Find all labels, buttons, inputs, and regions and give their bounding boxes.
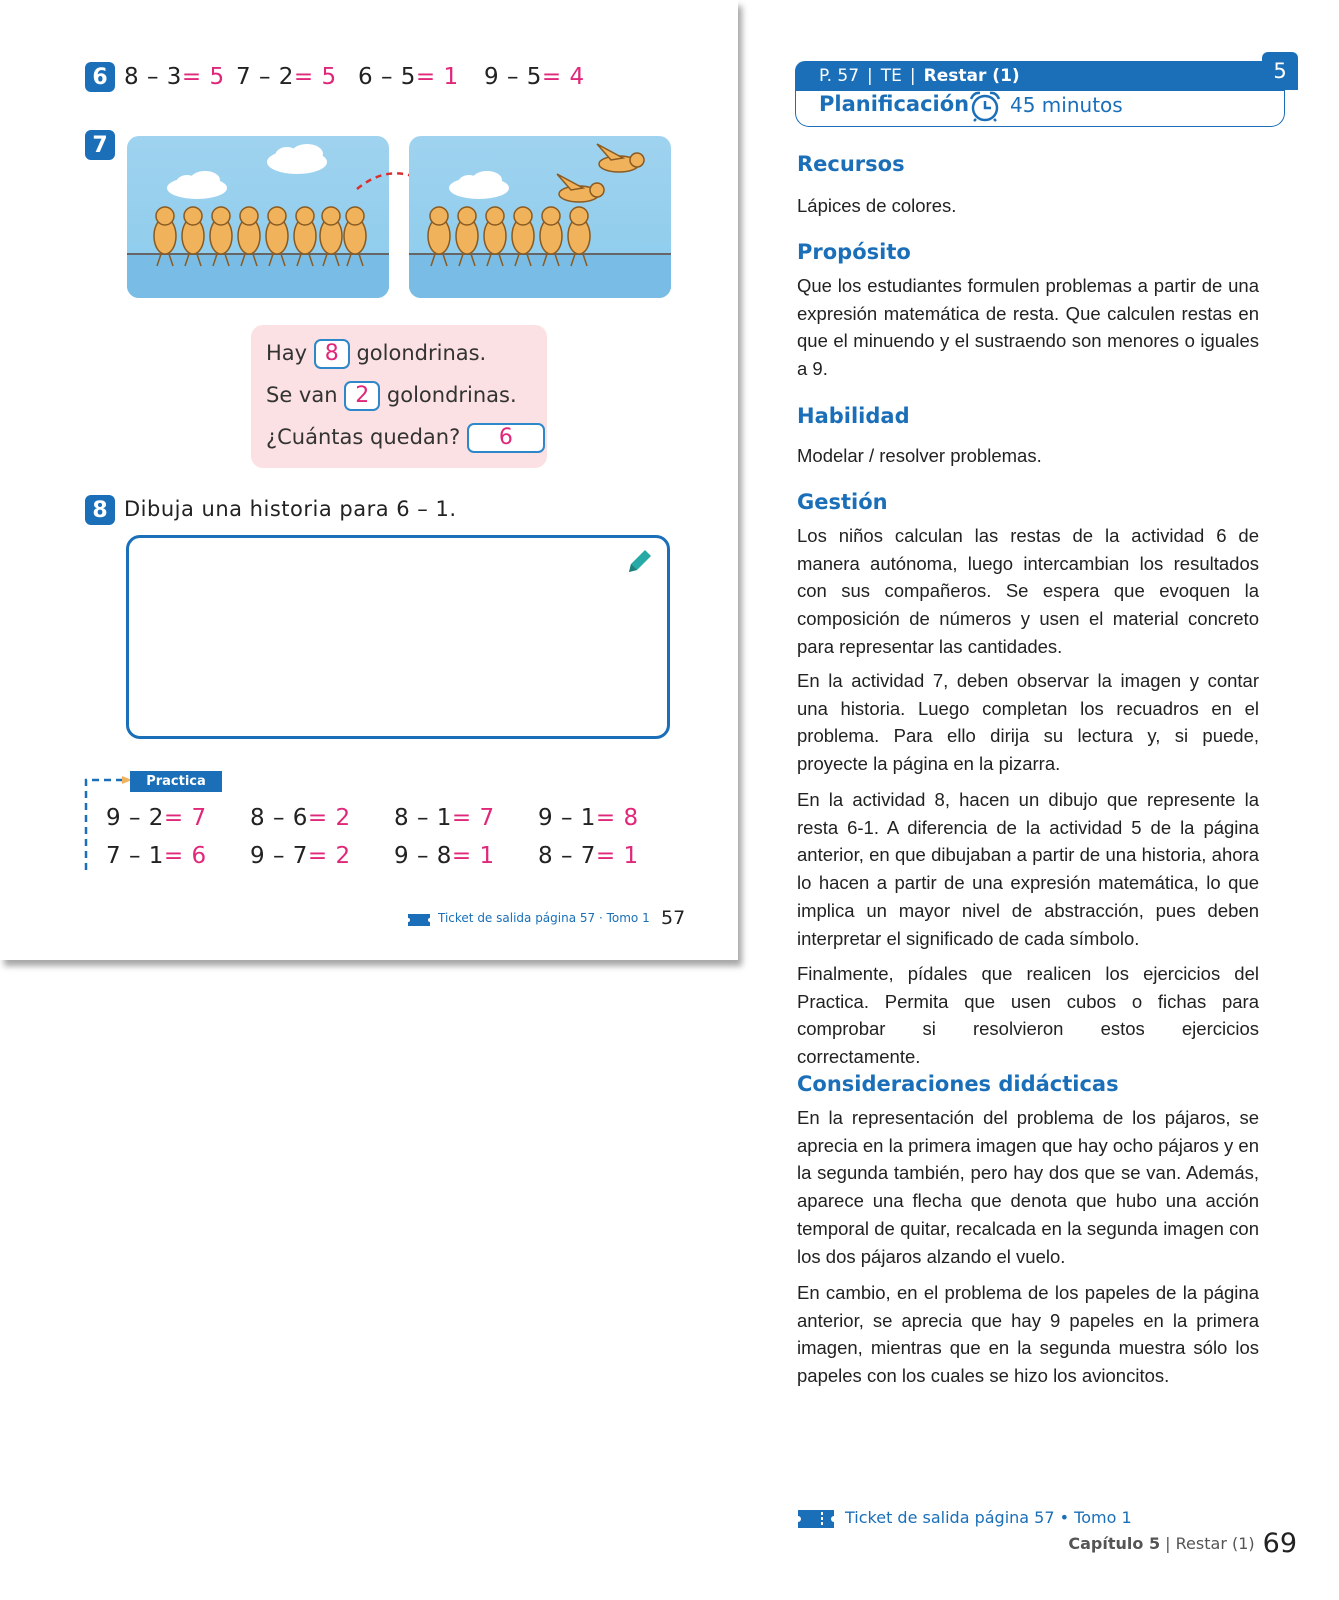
equals-sign: = [307, 805, 328, 831]
alarm-clock-icon [968, 90, 1002, 122]
expression: 7 – 2 [236, 64, 294, 90]
ticket-icon [408, 914, 430, 926]
story-line-2 [266, 381, 517, 411]
equals-sign: = [595, 843, 616, 869]
ticket-icon [798, 1510, 834, 1528]
answer: 1 [479, 843, 495, 869]
exercise-8-badge: 8 [85, 495, 115, 525]
answer-box[interactable]: 2 [344, 381, 380, 411]
proposito-text: Que los estudiantes formulen problemas a partir de una expresión matemática de resta. Que calculen restas en que el minuendo y el sustraendo son menores o iguales a 9. [797, 275, 1259, 380]
answer: 7 [191, 805, 207, 831]
practica-equation [538, 843, 639, 869]
equals-sign: = [415, 64, 436, 90]
expression: 7 – 1 [106, 843, 164, 869]
consideraciones-paragraph-2: En cambio, en el problema de los papeles de la página anterior, se aprecia que hay 9 papeles en la primera imagen, mientras que en la segunda muestra sólo los papeles con los cuales se hizo los avioncitos. [797, 1282, 1259, 1387]
equals-sign: = [163, 843, 184, 869]
equals-sign: = [541, 64, 562, 90]
drawing-area[interactable] [126, 535, 670, 739]
guide-page-number: 69 [1262, 1528, 1297, 1559]
story-problem-box [251, 325, 547, 468]
exit-ticket-link[interactable]: Ticket de salida página 57 · Tomo 1 [438, 911, 650, 925]
exit-ticket-link[interactable]: Ticket de salida página 57 • Tomo 1 [845, 1508, 1132, 1527]
answer: 4 [569, 64, 585, 90]
story-text: golondrinas. [386, 383, 517, 407]
practica-equation [106, 843, 207, 869]
ex6-equation-4 [484, 64, 585, 90]
answer-box[interactable]: 8 [314, 339, 350, 369]
birds-flying-away-illustration [409, 136, 671, 298]
answer: 1 [443, 64, 459, 90]
answer: 2 [335, 843, 351, 869]
expression: 6 – 5 [358, 64, 416, 90]
recursos-text: Lápices de colores. [797, 195, 957, 216]
footer-chapter: Capítulo 5 [1068, 1534, 1161, 1553]
planning-box [795, 89, 1285, 127]
story-text: Se van [266, 383, 338, 407]
te-label: TE [880, 66, 902, 86]
equals-sign: = [451, 805, 472, 831]
equals-sign: = [293, 64, 314, 90]
practica-equation [394, 805, 495, 831]
section-title-habilidad: Habilidad [797, 404, 910, 428]
equals-sign: = [595, 805, 616, 831]
equals-sign: = [451, 843, 472, 869]
answer: 2 [335, 805, 351, 831]
practica-equation [538, 805, 639, 831]
expression: 8 – 3 [124, 64, 182, 90]
story-line-1 [266, 339, 486, 369]
section-title-consideraciones: Consideraciones didácticas [797, 1072, 1119, 1096]
student-page [0, 0, 738, 960]
gestion-paragraph-1: Los niños calculan las restas de la actividad 6 de manera autónoma, luego intercambian los resultados con sus compañeros. Se espera que evoquen la composición de números y usen el material concreto para representar las cantidades. [797, 525, 1259, 657]
footer-lesson: Restar (1) [1175, 1534, 1255, 1553]
pencil-icon [625, 546, 655, 576]
birds-scene-after [409, 136, 671, 298]
lesson-title: Restar (1) [923, 66, 1020, 86]
practica-equation [250, 843, 351, 869]
expression: 8 – 1 [394, 805, 452, 831]
exercise-6-badge: 6 [85, 62, 115, 92]
birds-on-wire-illustration [127, 136, 389, 298]
consideraciones-paragraph-1: En la representación del problema de los pájaros, se aprecia en la primera imagen que hay ocho pájaros y en la segunda también, pero hay dos que se van. Además, aparece una flecha que denota que hubo una acción temporal de quitar, recalcada en la segunda imagen con los dos pájaros alzando el vuelo. [797, 1107, 1259, 1267]
practica-equation [250, 805, 351, 831]
section-title-recursos: Recursos [797, 152, 905, 176]
equals-sign: = [163, 805, 184, 831]
equals-sign: = [181, 64, 202, 90]
answer: 5 [321, 64, 337, 90]
gestion-paragraph-3: En la actividad 8, hacen un dibujo que represente la resta 6-1. A diferencia de la actividad 5 de la página anterior, en que dibujaban a partir de una historia, ahora lo hacen a partir de una expresión matemática, lo que implica un mayor nivel de abstracción, pues deben interpretar el significado de cada símbolo. [797, 789, 1259, 949]
ex6-equation-3 [358, 64, 459, 90]
expression: 9 – 2 [106, 805, 164, 831]
gestion-paragraph-2: En la actividad 7, deben observar la imagen y contar una historia. Luego completan los recuadros en el problema. Para ello dirija su lectura y, si puede, proyecte la página en la pizarra. [797, 670, 1259, 775]
planning-duration: 45 minutos [1010, 93, 1123, 117]
answer: 5 [209, 64, 225, 90]
exercise-8-instruction: Dibuja una historia para 6 – 1. [124, 497, 457, 521]
story-text: ¿Cuántas quedan? [266, 425, 461, 449]
answer: 8 [623, 805, 639, 831]
lesson-header: P. 57 | TE | Restar (1) [795, 61, 1285, 91]
answer-box[interactable]: 6 [467, 423, 545, 453]
practica-label: Practica [130, 771, 222, 792]
page-reference: P. 57 [819, 66, 860, 86]
answer: 7 [479, 805, 495, 831]
story-text: Hay [266, 341, 308, 365]
gestion-paragraph-4: Finalmente, pídales que realicen los ejercicios del Practica. Permita que usen cubos o fichas para comprobar si resolvieron estos ejercicios correctamente. [797, 963, 1259, 1068]
section-title-proposito: Propósito [797, 240, 911, 264]
practica-equation [394, 843, 495, 869]
expression: 8 – 7 [538, 843, 596, 869]
chapter-tab: 5 [1262, 52, 1298, 90]
expression: 9 – 1 [538, 805, 596, 831]
ex6-equation-1 [124, 64, 225, 90]
answer: 6 [191, 843, 207, 869]
page-footer: Capítulo 5 | Restar (1) 69 [1068, 1528, 1297, 1559]
birds-scene-before [127, 136, 389, 298]
answer: 1 [623, 843, 639, 869]
ex6-equation-2 [236, 64, 337, 90]
expression: 8 – 6 [250, 805, 308, 831]
expression: 9 – 8 [394, 843, 452, 869]
student-page-number: 57 [661, 907, 686, 929]
habilidad-text: Modelar / resolver problemas. [797, 445, 1042, 466]
equals-sign: = [307, 843, 328, 869]
story-text: golondrinas. [356, 341, 487, 365]
story-line-3 [266, 423, 545, 453]
section-title-gestion: Gestión [797, 490, 888, 514]
practica-equation [106, 805, 207, 831]
planning-title: Planificación [819, 92, 970, 116]
exercise-7-badge: 7 [85, 130, 115, 160]
expression: 9 – 5 [484, 64, 542, 90]
expression: 9 – 7 [250, 843, 308, 869]
